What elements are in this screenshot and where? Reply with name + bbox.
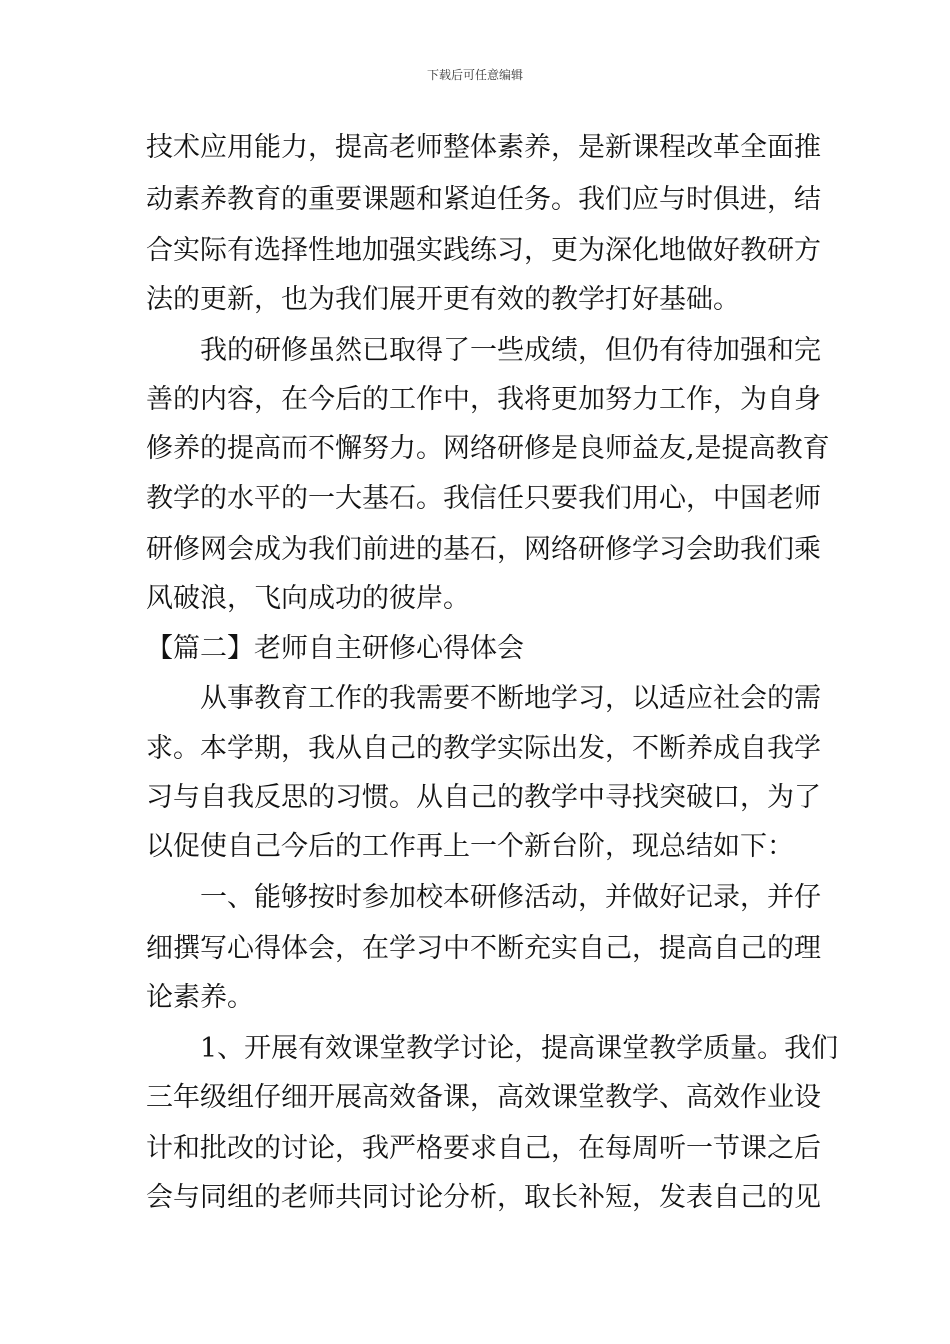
text-line: 善的内容，在今后的工作中，我将更加努力工作，为自身 [146,384,821,415]
text-line: 修养的提高而不懈努力。网络研修是良师益友,是提高教育 [146,433,830,464]
text-line: 教学的水平的一大基石。我信任只要我们用心，中国老师 [146,483,821,514]
text-line: 论素养。 [146,982,254,1013]
text-line: 以促使自己今后的工作再上一个新台阶，现总结如下： [146,831,794,862]
text-line: 研修网会成为我们前进的基石，网络研修学习会助我们乘 [146,534,821,565]
text-line: 细撰写心得体会，在学习中不断充实自己，提高自己的理 [146,933,821,964]
text-line: 从事教育工作的我需要不断地学习，以适应社会的需 [146,683,821,714]
text-line: 三年级组仔细开展高效备课，高效课堂教学、高效作业设 [146,1082,821,1113]
text-line: 求。本学期，我从自己的教学实际出发，不断养成自我学 [146,733,821,764]
text-line: 习与自我反思的习惯。从自己的教学中寻找突破口，为了 [146,782,821,813]
text-line: 法的更新，也为我们展开更有效的教学打好基础。 [146,284,740,315]
text-line: 一、能够按时参加校本研修活动，并做好记录，并仔 [146,882,821,913]
text-line: 计和批改的讨论，我严格要求自己，在每周听一节课之后 [146,1133,821,1164]
text-line: 我的研修虽然已取得了一些成绩，但仍有待加强和完 [146,335,821,366]
text-line: 风破浪，飞向成功的彼岸。 [146,583,470,614]
page-header: 下载后可任意编辑 [426,68,523,82]
text-line: 技术应用能力，提高老师整体素养，是新课程改革全面推 [146,132,821,163]
text-line: 合实际有选择性地加强实践练习，更为深化地做好教研方 [146,235,821,266]
text-line: 动素养教育的重要课题和紧迫任务。我们应与时俱进，结 [146,184,821,215]
text-line: 会与同组的老师共同讨论分析，取长补短，发表自己的见 [146,1182,821,1213]
text-line: 1、开展有效课堂教学讨论，提高课堂教学质量。我们 [146,1033,839,1064]
section-heading: 【篇二】老师自主研修心得体会 [146,633,524,664]
